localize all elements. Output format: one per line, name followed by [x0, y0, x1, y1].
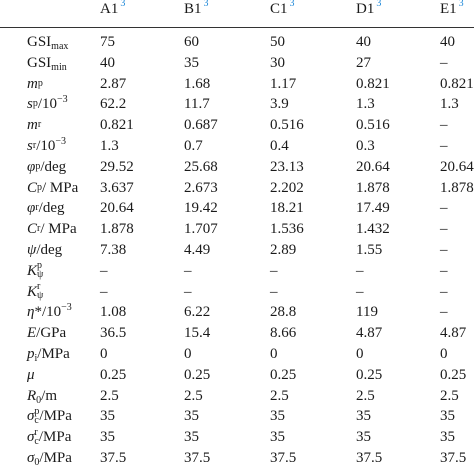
table-cell: 62.2 [100, 96, 127, 113]
row-label: K p ψ [27, 260, 44, 281]
table-cell: 35 [356, 429, 371, 446]
row-label: C r / MPa [27, 221, 77, 238]
column-header-b1: B1 $^3$ [184, 0, 209, 17]
table-cell: 1.878 [356, 179, 390, 196]
table-cell: 27 [356, 54, 371, 71]
table-cell: 0 [100, 346, 108, 362]
table-cell: 6.22 [184, 304, 211, 321]
row-label: C p / MPa [27, 179, 79, 196]
table-row [0, 32, 474, 52]
row-label: φ r /deg [27, 200, 65, 217]
table-cell: 23.13 [270, 158, 304, 175]
table-cell: 20.64 [356, 158, 390, 175]
row-label: σ r c /MPa [27, 426, 72, 447]
table-row [0, 406, 474, 426]
table-cell: – [440, 117, 448, 134]
row-label: s r $/10^{-3}$ [27, 136, 66, 154]
table-cell: – [440, 262, 448, 279]
table-cell: 1.3 [356, 96, 375, 113]
table-cell: 0 [270, 346, 278, 362]
table-cell: – [440, 200, 448, 217]
row-label: μ [27, 366, 35, 383]
row-label: s p $/10^{-3}$ [27, 94, 68, 113]
citation-link[interactable]: 3 [458, 0, 464, 9]
table-cell: 35 [184, 408, 199, 425]
table-cell: 35 [100, 408, 115, 425]
table-cell: 1.68 [184, 75, 211, 92]
table-row [0, 323, 474, 343]
table-cell: 0.516 [356, 117, 390, 134]
table-row [0, 178, 474, 198]
table-cell: – [184, 283, 192, 300]
row-label: ψ/deg [27, 242, 63, 258]
table-cell: – [100, 283, 108, 300]
row-label: p i /MPa [27, 346, 70, 365]
table-cell: – [356, 283, 364, 300]
table-cell: 11.7 [184, 96, 210, 113]
table-cell: 0.516 [270, 117, 304, 134]
table-cell: 1.707 [184, 221, 218, 238]
table-row [0, 261, 474, 281]
table-cell: 37.5 [356, 450, 383, 466]
table-cell: 2.5 [184, 387, 203, 404]
table-cell: 19.42 [184, 200, 218, 217]
table-row [0, 344, 474, 364]
table-cell: 3.637 [100, 179, 134, 196]
table-cell: 1.3 [440, 96, 459, 113]
column-header-e1: E1 $^3$ [440, 0, 464, 17]
table-cell: 0.821 [440, 75, 474, 92]
table-cell: – [270, 283, 278, 300]
table-cell: 3.9 [270, 96, 289, 113]
table-cell: 36.5 [100, 325, 127, 342]
table-cell: 28.8 [270, 304, 297, 321]
row-label: m p [27, 75, 43, 92]
table-cell: 119 [356, 304, 378, 321]
table-cell: 0.821 [100, 117, 134, 134]
table-cell: 1.55 [356, 242, 383, 258]
table-cell: 0 [440, 346, 448, 362]
table-row [0, 198, 474, 218]
table-cell: – [440, 138, 448, 154]
table-cell: 0.821 [356, 75, 390, 92]
table-cell: 40 [356, 34, 371, 50]
table-cell: 37.5 [270, 450, 297, 466]
table-cell: 2.673 [184, 179, 218, 196]
table-row [0, 136, 474, 156]
column-header-a1: A1 $^3$ [100, 0, 126, 17]
table-cell: 0 [184, 346, 192, 362]
table-cell: 29.52 [100, 158, 134, 175]
table-cell: – [270, 262, 278, 279]
table-cell: 1.536 [270, 221, 304, 238]
table-cell: 0.7 [184, 138, 203, 154]
table-cell: 0.4 [270, 138, 289, 154]
table-cell: 2.87 [100, 75, 127, 92]
table-cell: 40 [100, 54, 115, 71]
table-row [0, 94, 474, 114]
row-label: $\eta*/10^{-3}$ [27, 302, 72, 321]
table-cell: – [184, 262, 192, 279]
table-cell: 35 [270, 429, 285, 446]
table-cell: 4.49 [184, 242, 211, 258]
table-cell: 0.25 [270, 366, 297, 383]
row-label: R 0 /m [27, 387, 58, 406]
table-cell: 1.08 [100, 304, 127, 321]
table-cell: 75 [100, 34, 115, 50]
citation-link[interactable]: 3 [289, 0, 295, 9]
table-cell: – [100, 262, 108, 279]
table-cell: 1.3 [100, 138, 119, 154]
table-cell: 60 [184, 34, 199, 50]
table-cell: – [440, 221, 448, 238]
table-cell: 35 [184, 429, 199, 446]
row-label: GSI min [27, 54, 67, 73]
table-cell: 4.87 [440, 325, 467, 342]
table-cell: – [440, 54, 448, 71]
header-rule [0, 27, 474, 28]
table-cell: 2.5 [440, 387, 459, 404]
table-cell: 1.432 [356, 221, 390, 238]
table-cell: 35 [100, 429, 115, 446]
table-cell: 1.17 [270, 75, 297, 92]
table-cell: 0.687 [184, 117, 218, 134]
row-label: σ p c /MPa [27, 405, 72, 426]
header-row [0, 0, 474, 19]
table-cell: 2.5 [356, 387, 375, 404]
table-cell: 30 [270, 54, 285, 71]
table-cell: 2.89 [270, 242, 297, 258]
table-cell: 7.38 [100, 242, 127, 258]
table-row [0, 157, 474, 177]
table-cell: – [440, 242, 448, 258]
table-row [0, 115, 474, 135]
table-cell: 35 [356, 408, 371, 425]
table-cell: 20.64 [440, 158, 474, 175]
table-cell: 35 [440, 429, 455, 446]
row-label: σ 0 /MPa [27, 450, 72, 468]
table-cell: 0.3 [356, 138, 375, 154]
table-cell: 0.25 [440, 366, 467, 383]
table-row [0, 386, 474, 406]
table-row [0, 365, 474, 385]
table-cell: 35 [440, 408, 455, 425]
table-cell: 17.49 [356, 200, 390, 217]
table-cell: 4.87 [356, 325, 383, 342]
table-row [0, 53, 474, 73]
row-label: GSI max [27, 34, 69, 53]
table-cell: 8.66 [270, 325, 297, 342]
table-row [0, 282, 474, 302]
table-row [0, 240, 474, 260]
table-cell: 40 [440, 34, 455, 50]
table-cell: 0.25 [184, 366, 211, 383]
table-cell: 2.5 [270, 387, 289, 404]
citation-link[interactable]: 3 [120, 0, 126, 9]
table-row [0, 302, 474, 322]
table-cell: 35 [270, 408, 285, 425]
table-cell: 35 [184, 54, 199, 71]
table-cell: – [356, 262, 364, 279]
table-cell: – [440, 304, 448, 321]
table-cell: 37.5 [100, 450, 127, 466]
table-cell: 1.878 [100, 221, 134, 238]
citation-link[interactable]: 3 [203, 0, 209, 9]
table-cell: 15.4 [184, 325, 211, 342]
table-row [0, 219, 474, 239]
table-row [0, 427, 474, 447]
column-header-d1: D1 $^3$ [356, 0, 382, 17]
table-cell: 2.202 [270, 179, 304, 196]
column-header-c1: C1 $^3$ [270, 0, 295, 17]
row-label: K r ψ [27, 281, 44, 302]
table-cell: 1.878 [440, 179, 474, 196]
table-cell: 0 [356, 346, 364, 362]
table-cell: 25.68 [184, 158, 218, 175]
citation-link[interactable]: 3 [376, 0, 382, 9]
table-cell: 0.25 [100, 366, 127, 383]
table-cell: 20.64 [100, 200, 134, 217]
table-cell: – [440, 283, 448, 300]
row-label: E/GPa [27, 325, 67, 342]
row-label: m r [27, 117, 42, 134]
table-cell: 37.5 [184, 450, 211, 466]
table-cell: 37.5 [440, 450, 467, 466]
table-row [0, 74, 474, 94]
table-cell: 2.5 [100, 387, 119, 404]
table-cell: 50 [270, 34, 285, 50]
table-cell: 0.25 [356, 366, 383, 383]
row-label: φ p /deg [27, 158, 67, 175]
table-row [0, 448, 474, 468]
table-cell: 18.21 [270, 200, 304, 217]
